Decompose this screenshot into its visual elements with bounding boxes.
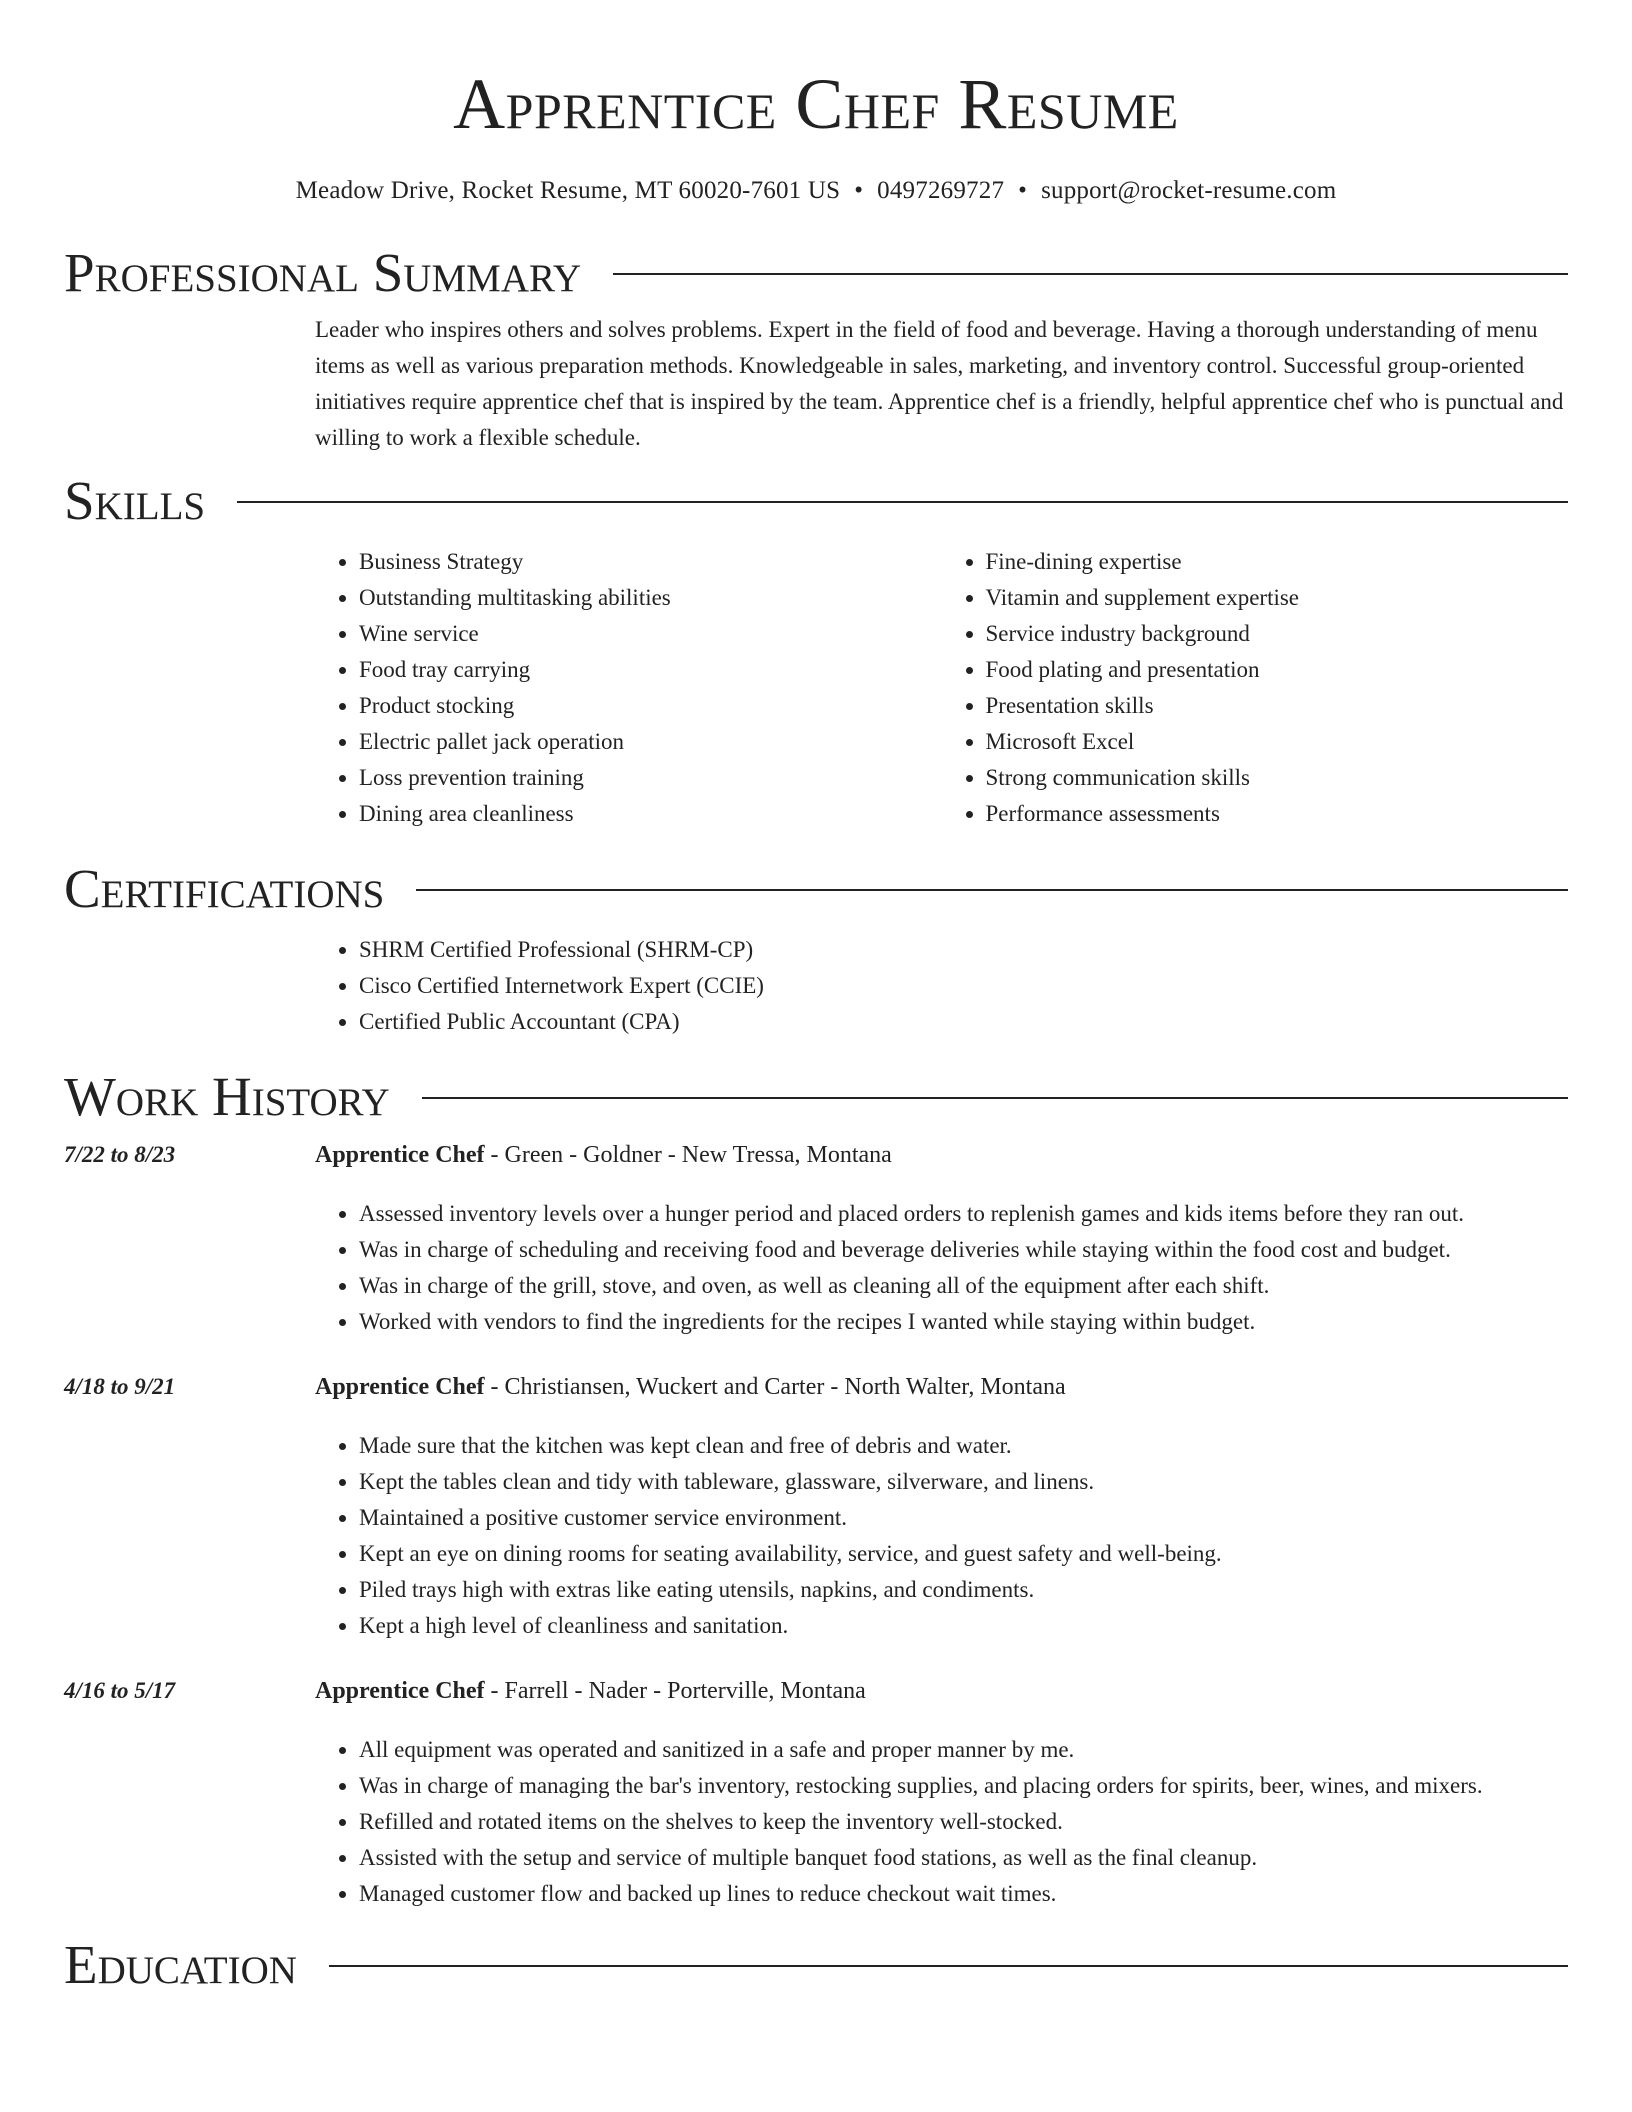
skill-item: • Food tray carrying xyxy=(359,652,942,688)
job-bullet: • Worked with vendors to find the ingredients for the recipes I wanted while staying within budget. xyxy=(359,1304,1568,1340)
job-heading xyxy=(315,1678,866,1705)
section-divider xyxy=(416,889,1568,891)
job-employer: - Green - Goldner - New Tressa, Montana xyxy=(484,1142,892,1168)
job-entry xyxy=(64,1142,1568,1340)
job-heading xyxy=(315,1142,892,1169)
skill-item: • Food plating and presentation xyxy=(986,652,1569,688)
certification-item: • Cisco Certified Internetwork Expert (CCIE) xyxy=(359,968,1568,1004)
summary-heading: Professional Summary xyxy=(64,242,582,303)
job-bullet: • All equipment was operated and sanitized in a safe and proper manner by me. xyxy=(359,1732,1568,1768)
certification-item: • SHRM Certified Professional (SHRM-CP) xyxy=(359,932,1568,968)
skill-item: • Service industry background xyxy=(986,616,1569,652)
job-dates: 4/16 to 5/17 xyxy=(64,1678,176,1703)
job-bullets xyxy=(315,1732,1568,1912)
skills-heading: Skills xyxy=(64,470,206,531)
job-bullets xyxy=(315,1428,1568,1644)
job-entry xyxy=(64,1374,1568,1644)
skill-item: • Dining area cleanliness xyxy=(359,796,942,832)
skill-item: • Performance assessments xyxy=(986,796,1569,832)
section-divider xyxy=(329,1965,1568,1967)
skill-item: • Product stocking xyxy=(359,688,942,724)
work-history-heading: Work History xyxy=(64,1066,390,1127)
job-bullets xyxy=(315,1196,1568,1340)
summary-section-header xyxy=(64,242,1568,304)
skill-item: • Microsoft Excel xyxy=(986,724,1569,760)
job-bullet: • Was in charge of managing the bar's inventory, restocking supplies, and placing orders for spirits, beer, wines, and mixers. xyxy=(359,1768,1568,1804)
resume-page xyxy=(64,0,1568,1996)
certifications-heading: Certifications xyxy=(64,858,385,919)
job-bullet: • Assessed inventory levels over a hunger period and placed orders to replenish games and kids items before they ran out. xyxy=(359,1196,1568,1232)
section-divider xyxy=(422,1097,1568,1099)
section-divider xyxy=(613,273,1568,275)
job-employer: - Christiansen, Wuckert and Carter - North Walter, Montana xyxy=(484,1374,1066,1400)
job-bullet: • Made sure that the kitchen was kept clean and free of debris and water. xyxy=(359,1428,1568,1464)
job-employer: - Farrell - Nader - Porterville, Montana xyxy=(484,1678,866,1704)
job-dates: 7/22 to 8/23 xyxy=(64,1142,176,1167)
skill-item: • Outstanding multitasking abilities xyxy=(359,580,942,616)
contact-email: support@rocket-resume.com xyxy=(1041,177,1337,204)
job-title: Apprentice Chef xyxy=(315,1678,485,1704)
job-bullet: • Was in charge of the grill, stove, and oven, as well as cleaning all of the equipment after each shift. xyxy=(359,1268,1568,1304)
skills-list xyxy=(315,544,1568,832)
job-title: Apprentice Chef xyxy=(315,1374,485,1400)
contact-line xyxy=(64,176,1568,206)
skill-item: • Strong communication skills xyxy=(986,760,1569,796)
job-bullet: • Kept the tables clean and tidy with tableware, glassware, silverware, and linens. xyxy=(359,1464,1568,1500)
skills-column-right xyxy=(942,544,1569,832)
summary-text: Leader who inspires others and solves problems. Expert in the field of food and beverage. Having a thorough understanding of menu items as well as various preparation methods. Knowledgeable in sales, marketing, and inventory control. Successful group-oriented initiatives require apprentice chef that is inspired by the team. Apprentice chef is a friendly, helpful apprentice chef who is punctual and willing to work a flexible schedule. xyxy=(315,317,1564,450)
skills-column-left xyxy=(315,544,942,832)
education-heading: Education xyxy=(64,1934,297,1995)
contact-separator: • xyxy=(1018,177,1028,204)
resume-title: Apprentice Chef Resume xyxy=(453,64,1179,144)
job-bullet: • Refilled and rotated items on the shelves to keep the inventory well-stocked. xyxy=(359,1804,1568,1840)
contact-address: Meadow Drive, Rocket Resume, MT 60020-7601 US xyxy=(295,177,841,204)
certifications-section-header xyxy=(64,858,1568,920)
job-entry xyxy=(64,1678,1568,1912)
skills-section-header xyxy=(64,470,1568,532)
skill-item: • Business Strategy xyxy=(359,544,942,580)
skill-item: • Presentation skills xyxy=(986,688,1569,724)
certifications-list xyxy=(315,932,1568,1040)
job-bullet: • Piled trays high with extras like eating utensils, napkins, and condiments. xyxy=(359,1572,1568,1608)
education-section-header xyxy=(64,1934,1568,1996)
work-history-section-header xyxy=(64,1066,1568,1128)
job-bullet: • Kept an eye on dining rooms for seating availability, service, and guest safety and well-being. xyxy=(359,1536,1568,1572)
contact-separator: • xyxy=(854,177,864,204)
section-divider xyxy=(237,501,1568,503)
contact-phone: 0497269727 xyxy=(877,177,1005,204)
skill-item: • Wine service xyxy=(359,616,942,652)
job-heading xyxy=(315,1374,1066,1401)
skill-item: • Electric pallet jack operation xyxy=(359,724,942,760)
certification-item: • Certified Public Accountant (CPA) xyxy=(359,1004,1568,1040)
job-bullet: • Managed customer flow and backed up lines to reduce checkout wait times. xyxy=(359,1876,1568,1912)
skill-item: • Fine-dining expertise xyxy=(986,544,1569,580)
job-bullet: • Was in charge of scheduling and receiving food and beverage deliveries while staying within the food cost and budget. xyxy=(359,1232,1568,1268)
job-bullet: • Assisted with the setup and service of multiple banquet food stations, as well as the final cleanup. xyxy=(359,1840,1568,1876)
job-bullet: • Maintained a positive customer service environment. xyxy=(359,1500,1568,1536)
skill-item: • Vitamin and supplement expertise xyxy=(986,580,1569,616)
skill-item: • Loss prevention training xyxy=(359,760,942,796)
job-title: Apprentice Chef xyxy=(315,1142,485,1168)
job-dates: 4/18 to 9/21 xyxy=(64,1374,176,1399)
job-bullet: • Kept a high level of cleanliness and sanitation. xyxy=(359,1608,1568,1644)
